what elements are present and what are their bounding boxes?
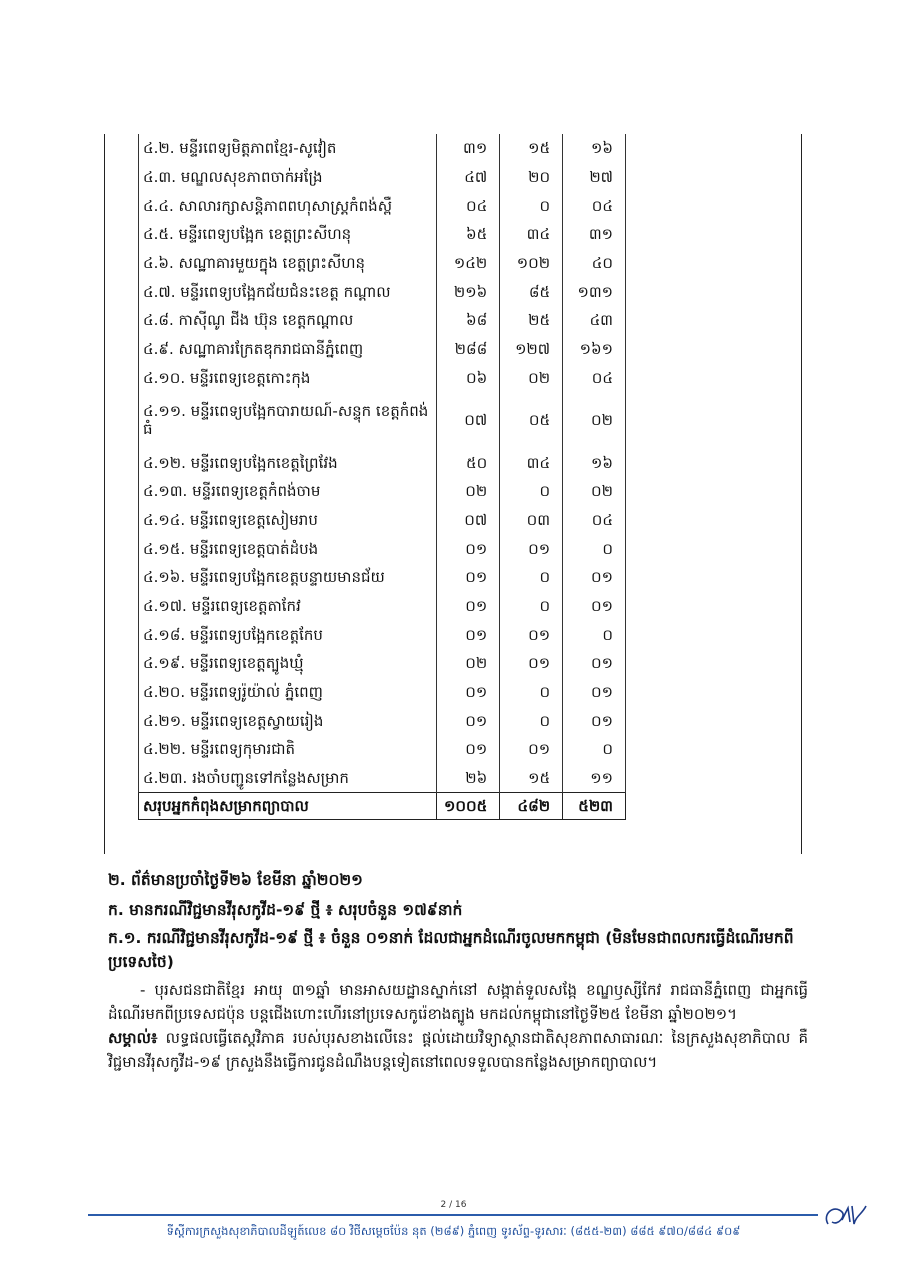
count-total-cell: ០២: [437, 477, 500, 506]
count-male-cell: ៥២៣: [563, 793, 626, 820]
count-female-cell: ០: [500, 678, 563, 707]
section-2-subheading-a1: ក.១. ករណីវិជ្ជមានវីរុសកូវីដ-១៩ ថ្មី ៖ ចំនួន ០១នាក់ ដែលជាអ្នកដំណើរចូលមកកម្ពុជា (មិនមែនជាពលករធ្វើដំណើរមកពីប្រទេសថៃ): [108, 929, 794, 971]
count-female-cell: ១០២: [500, 249, 563, 278]
row-name-cell: ៤.១៦. មន្ទីរពេទ្យបង្អែកខេត្តបន្ទាយមានជ័យ: [139, 563, 437, 592]
count-female-cell: ០: [500, 477, 563, 506]
row-name-cell: ៤.៩. សណ្ឋាគារក្រែតឌុករាជធានីភ្នំពេញ: [139, 335, 437, 364]
footer-address: ទីស្តីការក្រសួងសុខាភិបាលដីឡូត៍លេខ ៨០ វិថីសម្តេចប៉ែន នុត (២៨៩) ភ្នំពេញ ទូរស័ព្ទ-ទូរសារៈ (៨៥៥-២៣) ៨៨៥ ៩៧០/៨៨៤ ៩០៩: [166, 1224, 741, 1238]
count-total-cell: ១០០៥: [437, 793, 500, 820]
row-name-cell: ៤.១៩. មន្ទីរពេទ្យខេត្តត្បូងឃ្មុំ: [139, 649, 437, 678]
row-name-cell: ៤.២១. មន្ទីរពេទ្យខេត្តស្វាយរៀង: [139, 706, 437, 735]
row-name-cell: ៤.១២. មន្ទីរពេទ្យបង្អែកខេត្តព្រៃវែង: [139, 448, 437, 477]
count-total-cell: ២៦: [437, 764, 500, 793]
count-male-cell: ០: [563, 735, 626, 764]
count-total-cell: ០១: [437, 620, 500, 649]
count-female-cell: ០១: [500, 534, 563, 563]
count-female-cell: ០១: [500, 735, 563, 764]
section-2-heading: ២. ព័ត៌មានប្រចាំថ្ងៃទី២៦ ខែមីនា ឆ្នាំ២០២១: [108, 871, 363, 889]
count-male-cell: ៤០: [563, 249, 626, 278]
count-male-cell: ១៦: [563, 134, 626, 163]
count-female-cell: ០៣: [500, 506, 563, 535]
signature-icon: [820, 1196, 870, 1236]
count-male-cell: ០១: [563, 649, 626, 678]
table-row: [139, 534, 626, 563]
count-female-cell: ៣៤: [500, 448, 563, 477]
count-total-cell: ០១: [437, 706, 500, 735]
count-female-cell: ០: [500, 191, 563, 220]
table-row: [139, 620, 626, 649]
table-row: [139, 277, 626, 306]
row-name-cell: ៤.៦. សណ្ឋាគារមួយក្នុង ខេត្តព្រះសីហនុ: [139, 249, 437, 278]
row-name-cell: ៤.៥. មន្ទីរពេទ្យបង្អែក ខេត្តព្រះសីហនុ: [139, 220, 437, 249]
row-name-cell: ៤.១៧. មន្ទីរពេទ្យខេត្តតាកែវ: [139, 592, 437, 621]
count-female-cell: ៣៤: [500, 220, 563, 249]
count-total-cell: ៦៥: [437, 220, 500, 249]
count-total-cell: ០១: [437, 534, 500, 563]
count-total-cell: ៦៨: [437, 306, 500, 335]
count-total-cell: ០៦: [437, 364, 500, 393]
count-female-cell: ៤៨២: [500, 793, 563, 820]
count-male-cell: ២៧: [563, 163, 626, 192]
table-row: [139, 764, 626, 793]
row-name-cell: ៤.២៣. រងចាំបញ្ជូនទៅកន្លែងសម្រាក: [139, 764, 437, 793]
count-male-cell: ០៤: [563, 364, 626, 393]
count-total-cell: ០១: [437, 592, 500, 621]
count-male-cell: ០៤: [563, 506, 626, 535]
table-row: [139, 563, 626, 592]
table-row: [139, 735, 626, 764]
count-total-cell: ០១: [437, 678, 500, 707]
table-row: [139, 306, 626, 335]
table-row: [139, 649, 626, 678]
row-name-cell: ៤.៣. មណ្ឌលសុខភាពចាក់អង្រែ: [139, 163, 437, 192]
section-2: [108, 868, 808, 1074]
count-male-cell: ០១: [563, 563, 626, 592]
count-total-cell: ៤៧: [437, 163, 500, 192]
table-row: [139, 364, 626, 393]
table-row: [139, 335, 626, 364]
row-name-cell: ៤.៤. សាលារក្សាសន្តិភាពពហុសាស្ត្រកំពង់ស្ពឺ: [139, 191, 437, 220]
count-female-cell: ០: [500, 563, 563, 592]
count-female-cell: ២៥: [500, 306, 563, 335]
note-paragraph: [108, 1026, 808, 1074]
page-number: 2 / 16: [440, 1200, 467, 1210]
count-male-cell: ០២: [563, 477, 626, 506]
table-row: [139, 477, 626, 506]
count-male-cell: ០១: [563, 592, 626, 621]
count-male-cell: ៤៣: [563, 306, 626, 335]
count-total-cell: ២៨៨: [437, 335, 500, 364]
table-row: [139, 134, 626, 163]
row-name-cell: ៤.២០. មន្ទីរពេទ្យរ៉ូយ៉ាល់ ភ្នំពេញ: [139, 678, 437, 707]
count-female-cell: ១២៧: [500, 335, 563, 364]
table-row: [139, 220, 626, 249]
row-name-cell: ៤.៧. មន្ទីរពេទ្យបង្អែកជ័យជំនះខេត្ត កណ្តាល: [139, 277, 437, 306]
count-total-cell: ០៧: [437, 392, 500, 448]
table-row: [139, 249, 626, 278]
count-male-cell: ០: [563, 534, 626, 563]
table-row: [139, 592, 626, 621]
footer-divider: [88, 1214, 818, 1216]
count-male-cell: ១៦: [563, 448, 626, 477]
table-row: [139, 392, 626, 448]
count-female-cell: ០៥: [500, 392, 563, 448]
count-female-cell: ០១: [500, 620, 563, 649]
note-text: លទ្ធផលធ្វើតេស្តវិភាគ របស់បុរសខាងលើនេះ ផ្តល់ដោយវិទ្យាស្ថានជាតិសុខភាពសាធារណៈ នៃក្រសួងសុខាភិបាល គឺ វិជ្ជមានវីរុសកូវីដ-១៩ ក្រសួងនឹងធ្វើការជូនដំណឹងបន្តទៀតនៅពេលទទួលបានកន្លែងសម្រាកព្យាបាល។: [108, 1029, 808, 1071]
count-female-cell: ០២: [500, 364, 563, 393]
count-male-cell: ១១: [563, 764, 626, 793]
count-total-cell: ២១៦: [437, 277, 500, 306]
count-male-cell: ០២: [563, 392, 626, 448]
row-name-cell: ៤.១១. មន្ទីរពេទ្យបង្អែកបារាយណ៍-សន្ទុក ខេត្តកំពង់ធំ: [139, 392, 437, 448]
count-female-cell: ០១: [500, 649, 563, 678]
table-row: [139, 506, 626, 535]
row-name-cell: ៤.១៨. មន្ទីរពេទ្យបង្អែកខេត្តកែប: [139, 620, 437, 649]
count-male-cell: ០៤: [563, 191, 626, 220]
count-male-cell: ០១: [563, 678, 626, 707]
count-female-cell: ១៥: [500, 134, 563, 163]
count-female-cell: ២០: [500, 163, 563, 192]
row-name-cell: ៤.២២. មន្ទីរពេទ្យកុមារជាតិ: [139, 735, 437, 764]
count-total-cell: ១៤២: [437, 249, 500, 278]
row-name-cell: ៤.១៥. មន្ទីរពេទ្យខេត្តបាត់ដំបង: [139, 534, 437, 563]
count-total-cell: ០២: [437, 649, 500, 678]
hospital-cases-table: [138, 134, 626, 820]
count-female-cell: ១៥: [500, 764, 563, 793]
note-label: សម្គាល់៖: [108, 1029, 158, 1047]
table-row: [139, 191, 626, 220]
table-row: [139, 706, 626, 735]
table-total-row: [139, 793, 626, 820]
table-row: [139, 678, 626, 707]
count-total-cell: ៣១: [437, 134, 500, 163]
count-female-cell: ០: [500, 706, 563, 735]
section-2-subheading-a: ក. មានករណីវិជ្ជមានវីរុសកូវីដ-១៩ ថ្មី ៖ សរុបចំនួន ១៧៩នាក់: [108, 901, 463, 919]
row-name-cell: ៤.១៣. មន្ទីរពេទ្យខេត្តកំពង់ចាម: [139, 477, 437, 506]
count-male-cell: ០១: [563, 706, 626, 735]
row-name-cell: សរុបអ្នកកំពុងសម្រាកព្យាបាល: [139, 793, 437, 820]
row-name-cell: ៤.១០. មន្ទីរពេទ្យខេត្តកោះកុង: [139, 364, 437, 393]
count-male-cell: ០: [563, 620, 626, 649]
count-male-cell: ៣១: [563, 220, 626, 249]
count-total-cell: ០៧: [437, 506, 500, 535]
row-name-cell: ៤.១៤. មន្ទីរពេទ្យខេត្តសៀមរាប: [139, 506, 437, 535]
count-male-cell: ១៦១: [563, 335, 626, 364]
case-description: - បុរសជនជាតិខ្មែរ អាយុ ៣១ឆ្នាំ មានអាសយដ្ឋានស្នាក់នៅ សង្កាត់ទួលសង្កែ ខណ្ឌឫស្សីកែវ រាជធានីភ្នំពេញ ជាអ្នកធ្វើដំណើរមកពីប្រទេសជប៉ុន បន្តជើងហោះហើរនៅប្រទេសកូរ៉េខាងត្បូង មកដល់កម្ពុជានៅថ្ងៃទី២៥ ខែមីនា ឆ្នាំ២០២១។: [108, 981, 808, 1023]
count-total-cell: ០៤: [437, 191, 500, 220]
count-total-cell: ០១: [437, 735, 500, 764]
count-male-cell: ១៣១: [563, 277, 626, 306]
count-total-cell: ៥០: [437, 448, 500, 477]
table-row: [139, 448, 626, 477]
row-name-cell: ៤.២. មន្ទីរពេទ្យមិត្តភាពខ្មែរ-សូវៀត: [139, 134, 437, 163]
row-name-cell: ៤.៨. កាស៊ីណូ ជីង ឃ៊ុន ខេត្តកណ្តាល: [139, 306, 437, 335]
count-female-cell: ០: [500, 592, 563, 621]
table-row: [139, 163, 626, 192]
count-female-cell: ៨៥: [500, 277, 563, 306]
count-total-cell: ០១: [437, 563, 500, 592]
